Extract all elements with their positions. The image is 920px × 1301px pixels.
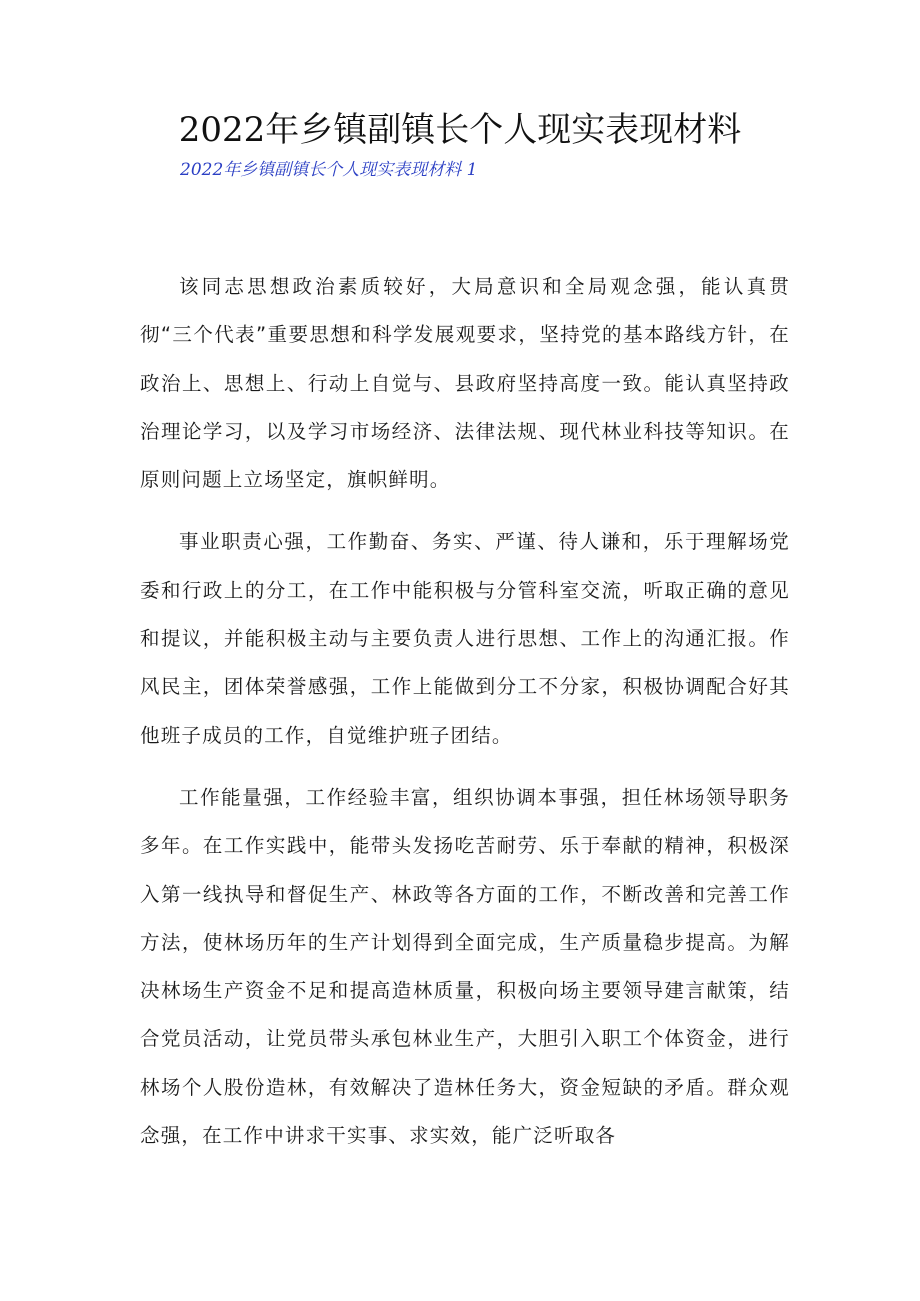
paragraph-2: 事业职责心强，工作勤奋、务实、严谨、待人谦和，乐于理解场党委和行政上的分工，在工作中能积极与分管科室交流，听取正确的意见和提议，并能积极主动与主要负责人进行思想、工作上的沟通汇报。作风民主，团体荣誉感强，工作上能做到分工不分家，积极协调配合好其他班子成员的工作，自觉维护班子团结。 <box>140 530 790 747</box>
toc-link[interactable]: 2022年乡镇副镇长个人现实表现材料 1 <box>180 160 478 180</box>
document-body <box>140 263 790 1174</box>
paragraph-1: 该同志思想政治素质较好，大局意识和全局观念强，能认真贯彻“三个代表”重要思想和科学发展观要求，坚持党的基本路线方针，在政治上、思想上、行动上自觉与、县政府坚持高度一致。能认真坚持政治理论学习，以及学习市场经济、法律法规、现代林业科技等知识。在原则问题上立场坚定，旗帜鲜明。 <box>140 275 790 492</box>
paragraph-3: 工作能量强，工作经验丰富，组织协调本事强，担任林场领导职务多年。在工作实践中，能带头发扬吃苦耐劳、乐于奉献的精神，积极深入第一线执导和督促生产、林政等各方面的工作，不断改善和完善工作方法，使林场历年的生产计划得到全面完成，生产质量稳步提高。为解决林场生产资金不足和提高造林质量，积极向场主要领导建言献策，结合党员活动，让党员带头承包林业生产，大胆引入职工个体资金，进行林场个人股份造林，有效解决了造林任务大，资金短缺的矛盾。群众观念强，在工作中讲求干实事、求实效，能广泛听取各 <box>140 785 790 1148</box>
document-title: 2022年乡镇副镇长个人现实表现材料 <box>178 110 742 150</box>
